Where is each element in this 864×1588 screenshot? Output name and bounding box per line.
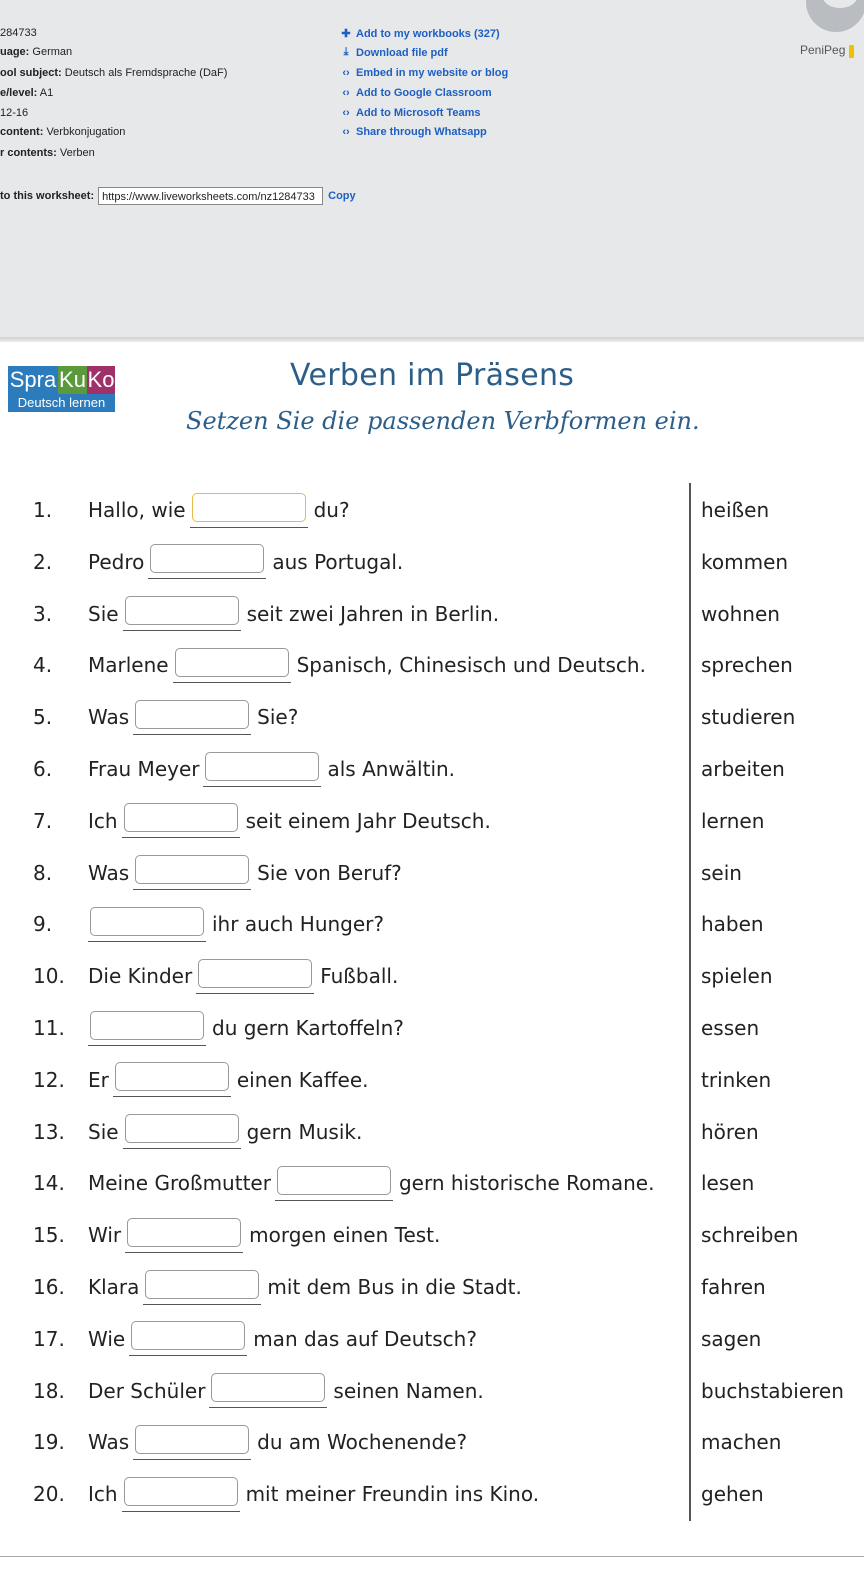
exercise-sentence <box>88 749 455 789</box>
sentence-end: Fußball. <box>320 964 399 989</box>
sentence-start: Frau Meyer <box>88 757 200 781</box>
sentence-end: mit dem Bus in die Stadt. <box>267 1275 522 1299</box>
answer-input[interactable] <box>125 596 239 625</box>
sentence-end: seit einem Jahr Deutsch. <box>245 808 491 833</box>
whatsapp-share-label: Share through Whatsapp <box>356 126 487 138</box>
exercise-sentence <box>88 1371 484 1411</box>
column-divider <box>689 483 691 1521</box>
sentence-end: morgen einen Test. <box>249 1223 441 1248</box>
answer-slot <box>190 493 308 528</box>
content-info <box>0 126 125 138</box>
answer-input[interactable] <box>135 700 249 729</box>
logo-wordmark <box>8 366 115 394</box>
infinitive-verb: lernen <box>701 808 765 833</box>
sentence-end: gern historische Romane. <box>398 1171 655 1196</box>
infinitive-verb: hören <box>701 1119 759 1144</box>
sentence-end: Sie? <box>257 705 299 730</box>
sentence-end: seinen Namen. <box>333 1378 484 1403</box>
other-contents-value: Verben <box>59 147 95 159</box>
exercise-sentence <box>88 904 384 944</box>
infinitive-verb: machen <box>701 1430 782 1455</box>
exercise-number: 10. <box>33 964 65 989</box>
sentence-start: Der Schüler <box>88 1378 206 1403</box>
download-pdf-label: Download file pdf <box>356 46 448 59</box>
sentence-start: Was <box>88 860 130 885</box>
exercise-number: 19. <box>33 1430 65 1455</box>
exercise-sentence <box>88 1112 362 1152</box>
infinitive-verb: buchstabieren <box>701 1378 844 1403</box>
answer-input[interactable] <box>125 1114 239 1143</box>
answer-input[interactable] <box>131 1321 245 1350</box>
level-info <box>0 87 53 99</box>
worksheet-link-field[interactable]: https://www.liveworksheets.com/nz1284733 <box>98 187 323 205</box>
sentence-start: Meine Großmutter <box>88 1171 271 1196</box>
exercise-sentence <box>88 645 646 685</box>
sentence-end: ihr auch Hunger? <box>212 912 385 937</box>
answer-slot <box>133 700 251 735</box>
embed-icon: ‹› <box>342 67 350 79</box>
subject-info <box>0 67 227 79</box>
exercise-number: 13. <box>33 1119 65 1144</box>
answer-slot <box>113 1062 231 1097</box>
logo-part-ko: Ko <box>87 367 115 392</box>
exercise-sentence <box>88 490 350 530</box>
answer-input[interactable] <box>124 803 238 832</box>
exercise-number: 11. <box>33 1016 65 1040</box>
exercise-sentence <box>88 1008 404 1048</box>
answer-slot <box>148 544 266 579</box>
answer-slot <box>203 752 321 787</box>
exercise-number: 16. <box>33 1275 65 1299</box>
exercise-row <box>0 1060 864 1100</box>
answer-slot <box>88 907 206 942</box>
sentence-end: du? <box>313 498 350 522</box>
exercise-number: 6. <box>33 757 53 781</box>
sentence-start: Wie <box>88 1326 126 1351</box>
sentence-start: Pedro <box>88 549 145 574</box>
exercise-row <box>0 1215 864 1255</box>
answer-input[interactable] <box>150 544 264 573</box>
sentence-start: Die Kinder <box>88 964 193 989</box>
exercise-number: 14. <box>33 1171 65 1196</box>
answer-input[interactable] <box>192 493 306 522</box>
exercise-row <box>0 904 864 944</box>
infinitive-verb: haben <box>701 912 764 937</box>
answer-slot <box>123 596 241 631</box>
level-value: A1 <box>39 87 54 99</box>
embed-label: Embed in my website or blog <box>356 67 509 79</box>
teams-icon: ‹› <box>342 107 350 119</box>
exercise-number: 2. <box>33 549 53 574</box>
answer-slot <box>133 1425 251 1460</box>
page-bottom-line <box>0 1556 864 1557</box>
worksheet-title: Verben im Präsens <box>290 358 575 393</box>
exercise-sentence <box>88 1319 477 1359</box>
answer-input[interactable] <box>124 1477 238 1506</box>
exercise-number: 20. <box>33 1482 65 1507</box>
answer-input[interactable] <box>115 1062 229 1091</box>
worksheet-link-label: to this worksheet: <box>0 190 95 202</box>
exercise-number: 9. <box>33 912 53 937</box>
add-to-workbooks-label: Add to my workbooks (327) <box>356 27 500 40</box>
whatsapp-share-link[interactable] <box>339 126 487 138</box>
sentence-start: Ich <box>88 1482 118 1507</box>
exercise-sentence <box>88 697 298 737</box>
answer-slot <box>196 959 314 994</box>
answer-input[interactable] <box>175 648 289 677</box>
answer-slot <box>129 1321 247 1356</box>
exercise-row <box>0 853 864 893</box>
exercise-number: 1. <box>33 498 53 522</box>
sentence-start: Sie <box>88 1119 119 1144</box>
answer-input[interactable] <box>135 1425 249 1454</box>
worksheet-id: 284733 <box>0 27 37 39</box>
sentence-end: als Anwältin. <box>327 757 456 781</box>
infinitive-verb: studieren <box>701 705 796 730</box>
subject-label: ool subject: <box>0 67 62 79</box>
sentence-start: Marlene <box>88 653 169 678</box>
other-contents-info <box>0 147 95 159</box>
sentence-end: du gern Kartoffeln? <box>212 1016 404 1040</box>
other-contents-label: r contents: <box>0 147 57 159</box>
worksheet-info-panel <box>0 0 864 340</box>
language-label: uage: <box>0 46 30 58</box>
sprakuko-logo <box>8 366 115 412</box>
exercise-row <box>0 542 864 582</box>
exercise-sentence <box>88 594 499 634</box>
answer-input[interactable] <box>127 1218 241 1247</box>
answer-slot <box>122 803 240 838</box>
sentence-start: Was <box>88 705 130 730</box>
logo-part-spra: Spra <box>9 367 57 392</box>
worksheet-instruction: Setzen Sie die passenden Verbformen ein. <box>186 407 700 435</box>
exercise-row <box>0 1474 864 1514</box>
google-classroom-label: Add to Google Classroom <box>356 87 492 99</box>
infinitive-verb: wohnen <box>701 601 780 626</box>
sentence-end: mit meiner Freundin ins Kino. <box>245 1482 540 1507</box>
exercise-row <box>0 1319 864 1359</box>
exercise-sentence <box>88 801 491 841</box>
answer-input[interactable] <box>198 959 312 988</box>
exercise-row <box>0 490 864 530</box>
sentence-start: Ich <box>88 808 118 833</box>
answer-slot <box>133 855 251 890</box>
infinitive-verb: sein <box>701 860 742 885</box>
exercise-sentence <box>88 1422 467 1462</box>
exercise-row <box>0 801 864 841</box>
subject-value: Deutsch als Fremdsprache (DaF) <box>64 67 228 79</box>
exercise-row <box>0 1267 864 1307</box>
exercise-number: 7. <box>33 808 53 833</box>
exercise-row <box>0 956 864 996</box>
sentence-end: aus Portugal. <box>272 549 404 574</box>
download-pdf-link[interactable] <box>339 46 448 59</box>
username[interactable]: PeniPeg <box>800 43 846 57</box>
answer-slot <box>125 1218 243 1253</box>
exercise-row <box>0 594 864 634</box>
sentence-start: Hallo, wie <box>88 498 186 522</box>
sentence-end: Spanisch, Chinesisch und Deutsch. <box>296 653 646 678</box>
sentence-end: Sie von Beruf? <box>257 860 402 885</box>
sentence-start: Wir <box>88 1223 122 1248</box>
sentence-start: Er <box>88 1067 109 1092</box>
embed-link[interactable] <box>339 67 508 79</box>
add-to-workbook-icon: ✚ <box>341 28 351 40</box>
infinitive-verb: spielen <box>701 964 773 989</box>
answer-input[interactable] <box>135 855 249 884</box>
exercise-sentence <box>88 542 403 582</box>
exercise-sentence <box>88 1474 539 1514</box>
infinitive-verb: essen <box>701 1016 760 1040</box>
exercise-sentence <box>88 1267 522 1307</box>
answer-slot <box>275 1166 393 1201</box>
content-label: content: <box>0 126 44 138</box>
exercise-row <box>0 1112 864 1152</box>
infinitive-verb: lesen <box>701 1171 755 1196</box>
answer-slot <box>209 1373 327 1408</box>
infinitive-verb: schreiben <box>701 1223 799 1248</box>
exercise-row <box>0 1422 864 1462</box>
answer-input[interactable] <box>90 907 204 936</box>
exercise-row <box>0 749 864 789</box>
exercise-number: 8. <box>33 860 53 885</box>
exercise-sentence <box>88 1215 440 1255</box>
exercise-number: 3. <box>33 601 53 626</box>
sentence-end: einen Kaffee. <box>236 1067 369 1092</box>
sentence-end: man das auf Deutsch? <box>253 1326 477 1351</box>
microsoft-teams-label: Add to Microsoft Teams <box>356 107 481 119</box>
infinitive-verb: trinken <box>701 1067 772 1092</box>
exercise-sentence <box>88 956 398 996</box>
level-label: e/level: <box>0 87 38 99</box>
exercise-number: 5. <box>33 705 53 730</box>
answer-input[interactable] <box>211 1373 325 1402</box>
sentence-start: Sie <box>88 601 119 626</box>
exercise-number: 17. <box>33 1326 65 1351</box>
exercise-sentence <box>88 1060 369 1100</box>
exercise-sentence <box>88 853 402 893</box>
infinitive-verb: fahren <box>701 1275 766 1299</box>
exercise-number: 4. <box>33 653 53 678</box>
panel-divider <box>0 337 864 342</box>
exercise-row <box>0 645 864 685</box>
user-badge-icon <box>849 45 854 58</box>
answer-input[interactable] <box>90 1011 204 1040</box>
answer-input[interactable] <box>145 1270 259 1299</box>
answer-slot <box>122 1477 240 1512</box>
sentence-start: Klara <box>88 1275 140 1299</box>
exercise-row <box>0 1371 864 1411</box>
sentence-end: du am Wochenende? <box>257 1430 468 1455</box>
sentence-end: seit zwei Jahren in Berlin. <box>246 601 500 626</box>
exercise-sentence <box>88 1163 654 1203</box>
exercise-number: 18. <box>33 1378 65 1403</box>
exercise-number: 12. <box>33 1067 65 1092</box>
age-info: 12-16 <box>0 107 29 119</box>
logo-part-ku: Ku <box>59 367 86 392</box>
add-to-workbooks-link[interactable] <box>339 27 500 40</box>
exercise-number: 15. <box>33 1223 65 1248</box>
microsoft-teams-link[interactable] <box>339 107 480 119</box>
sentence-start: Was <box>88 1430 130 1455</box>
exercise-row <box>0 1008 864 1048</box>
infinitive-verb: kommen <box>701 549 789 574</box>
infinitive-verb: heißen <box>701 498 770 522</box>
google-classroom-link[interactable] <box>339 87 492 99</box>
answer-input[interactable] <box>205 752 319 781</box>
content-value: Verbkonjugation <box>46 126 126 138</box>
infinitive-verb: sprechen <box>701 653 793 678</box>
answer-slot <box>88 1011 206 1046</box>
infinitive-verb: gehen <box>701 1482 764 1507</box>
answer-slot <box>173 648 291 683</box>
language-info <box>0 46 72 58</box>
google-classroom-icon: ‹› <box>342 87 350 99</box>
worksheet-link-row <box>0 187 356 205</box>
copy-button[interactable]: Copy <box>328 190 356 202</box>
language-value: German <box>32 46 73 58</box>
download-icon: ⤓ <box>343 46 349 58</box>
exercise-row <box>0 697 864 737</box>
answer-slot <box>143 1270 261 1305</box>
exercise-row <box>0 1163 864 1203</box>
user-avatar-icon[interactable] <box>800 0 864 36</box>
infinitive-verb: sagen <box>701 1326 762 1351</box>
whatsapp-icon: ‹› <box>342 126 350 138</box>
infinitive-verb: arbeiten <box>701 757 785 781</box>
answer-input[interactable] <box>277 1166 391 1195</box>
answer-slot <box>123 1114 241 1149</box>
logo-tagline: Deutsch lernen <box>8 394 115 412</box>
sentence-end: gern Musik. <box>246 1119 363 1144</box>
